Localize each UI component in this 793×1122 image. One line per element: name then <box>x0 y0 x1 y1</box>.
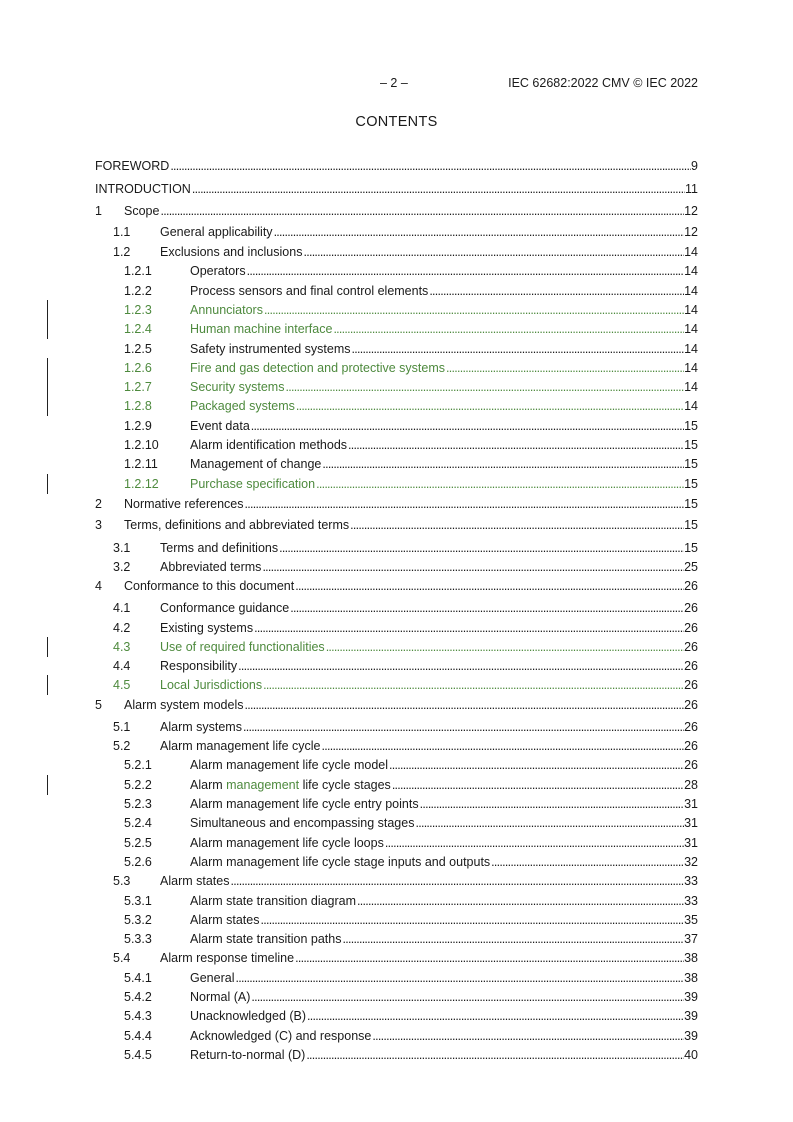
toc-entry-number: 4.3 <box>113 640 131 654</box>
toc-entry[interactable] <box>0 719 793 735</box>
toc-entry-number: 5.2.5 <box>124 836 152 850</box>
toc-entry-number: 4.5 <box>113 678 131 692</box>
toc-entry-number: 1.2.3 <box>124 303 152 317</box>
toc-entry-title: Alarm management life cycle <box>160 739 321 753</box>
toc-dot-leader <box>357 893 684 909</box>
toc-entry-number: 4 <box>95 579 102 593</box>
toc-entry-number: 3.2 <box>113 560 131 574</box>
toc-dot-leader <box>285 379 684 395</box>
toc-entry-title: General <box>190 971 235 985</box>
toc-entry[interactable] <box>0 815 793 831</box>
change-bar <box>47 474 48 494</box>
toc-entry[interactable] <box>0 181 793 197</box>
toc-dot-leader <box>243 719 684 735</box>
toc-entry-title: Event data <box>190 419 250 433</box>
toc-entry[interactable] <box>0 854 793 870</box>
toc-entry-title: Normal (A) <box>190 990 251 1004</box>
toc-dot-leader <box>321 738 684 754</box>
toc-entry-number: 1.2.7 <box>124 380 152 394</box>
toc-entry[interactable] <box>0 873 793 889</box>
toc-entry[interactable] <box>0 418 793 434</box>
toc-entry-title: Responsibility <box>160 659 238 673</box>
toc-entry[interactable] <box>0 360 793 376</box>
toc-entry[interactable] <box>0 1047 793 1063</box>
toc-entry[interactable] <box>0 677 793 693</box>
toc-entry[interactable] <box>0 263 793 279</box>
toc-dot-leader <box>303 244 684 260</box>
toc-dot-leader <box>322 456 684 472</box>
toc-dot-leader <box>274 224 685 240</box>
change-bar <box>47 396 48 416</box>
toc-dot-leader <box>446 360 684 376</box>
toc-entry-page: 14 <box>684 361 698 375</box>
toc-entry-number: 1.2.10 <box>124 438 159 452</box>
toc-entry-number: 5.4.2 <box>124 990 152 1004</box>
toc-entry-title: Purchase specification <box>190 477 316 491</box>
toc-dot-leader <box>415 815 684 831</box>
change-bar <box>47 358 48 378</box>
toc-entry-number: 1.1 <box>113 225 131 239</box>
toc-entry-title: Alarm management life cycle loops <box>190 836 384 850</box>
toc-entry-page: 15 <box>684 457 698 471</box>
toc-dot-leader <box>342 931 684 947</box>
toc-entry-page: 14 <box>684 264 698 278</box>
toc-entry-title: Alarm management life cycle model <box>190 758 388 772</box>
toc-entry-page: 40 <box>684 1048 698 1062</box>
toc-entry-title: General applicability <box>160 225 273 239</box>
toc-entry-title: Alarm systems <box>160 720 242 734</box>
toc-dot-leader <box>295 950 684 966</box>
toc-dot-leader <box>385 835 684 851</box>
toc-entry-number: 5.3 <box>113 874 131 888</box>
document-reference: IEC 62682:2022 CMV © IEC 2022 <box>508 76 698 90</box>
toc-entry-number: 4.1 <box>113 601 131 615</box>
toc-entry-page: 15 <box>684 541 698 555</box>
toc-entry[interactable] <box>0 456 793 472</box>
toc-entry-title: Return-to-normal (D) <box>190 1048 306 1062</box>
toc-dot-leader <box>290 600 684 616</box>
toc-entry[interactable] <box>0 893 793 909</box>
toc-entry[interactable] <box>0 244 793 260</box>
toc-dot-leader <box>262 559 684 575</box>
toc-entry-page: 25 <box>684 560 698 574</box>
toc-entry-title: Fire and gas detection and protective systems <box>190 361 445 375</box>
change-bar <box>47 319 48 339</box>
toc-entry-number: 5.2.6 <box>124 855 152 869</box>
toc-entry-page: 26 <box>684 758 698 772</box>
toc-entry-page: 15 <box>684 518 698 532</box>
toc-entry-title: Process sensors and final control elements <box>190 284 429 298</box>
toc-entry-title: Conformance to this document <box>124 579 295 593</box>
toc-entry-page: 12 <box>684 204 698 218</box>
toc-entry-title: Existing systems <box>160 621 254 635</box>
toc-dot-leader <box>348 437 684 453</box>
toc-entry-title: Management of change <box>190 457 322 471</box>
toc-entry-number: 5.4.1 <box>124 971 152 985</box>
toc-entry-title: Security systems <box>190 380 285 394</box>
toc-entry[interactable] <box>0 476 793 492</box>
toc-entry-title: Alarm management life cycle entry points <box>190 797 419 811</box>
toc-entry-title: Unacknowledged (B) <box>190 1009 307 1023</box>
toc-dot-leader <box>192 181 685 197</box>
toc-entry-page: 14 <box>684 322 698 336</box>
toc-dot-leader <box>279 540 684 556</box>
toc-dot-leader <box>491 854 684 870</box>
toc-entry[interactable] <box>0 989 793 1005</box>
toc-entry-page: 39 <box>684 1029 698 1043</box>
toc-entry[interactable] <box>0 658 793 674</box>
toc-entry-number: 5.3.3 <box>124 932 152 946</box>
toc-entry-number: 1.2 <box>113 245 131 259</box>
toc-entry-page: 14 <box>684 245 698 259</box>
toc-entry[interactable] <box>0 777 793 793</box>
toc-entry[interactable] <box>0 379 793 395</box>
toc-entry-number: 5.2.2 <box>124 778 152 792</box>
toc-entry-title: Alarm state transition diagram <box>190 894 357 908</box>
toc-entry-title: Alarm identification methods <box>190 438 348 452</box>
toc-entry-page: 39 <box>684 1009 698 1023</box>
change-bar <box>47 377 48 397</box>
toc-entry-title: Alarm system models <box>124 698 244 712</box>
toc-dot-leader <box>160 203 684 219</box>
toc-entry[interactable] <box>0 321 793 337</box>
toc-dot-leader <box>351 341 684 357</box>
toc-entry-page: 14 <box>684 303 698 317</box>
toc-entry-page: 39 <box>684 990 698 1004</box>
toc-entry-page: 33 <box>684 894 698 908</box>
toc-dot-leader <box>260 912 684 928</box>
toc-entry-title: Exclusions and inclusions <box>160 245 303 259</box>
toc-dot-leader <box>296 398 684 414</box>
toc-entry-page: 38 <box>684 951 698 965</box>
toc-entry[interactable] <box>0 1028 793 1044</box>
toc-entry[interactable] <box>0 517 793 533</box>
toc-entry-page: 38 <box>684 971 698 985</box>
toc-entry-number: 5.4.4 <box>124 1029 152 1043</box>
toc-entry-number: 5.2.3 <box>124 797 152 811</box>
toc-entry-number: 5.4.5 <box>124 1048 152 1062</box>
toc-entry-page: 15 <box>684 438 698 452</box>
toc-dot-leader <box>263 677 684 693</box>
toc-entry-page: 15 <box>684 497 698 511</box>
toc-entry-title: Terms, definitions and abbreviated terms <box>124 518 350 532</box>
toc-entry-number: 1.2.9 <box>124 419 152 433</box>
toc-entry-title: Local Jurisdictions <box>160 678 263 692</box>
toc-entry-title: Alarm management life cycle stage inputs and outputs <box>190 855 491 869</box>
toc-entry-page: 26 <box>684 720 698 734</box>
toc-entry-number: 5.3.1 <box>124 894 152 908</box>
toc-entry-title: Safety instrumented systems <box>190 342 351 356</box>
toc-entry-page: 15 <box>684 477 698 491</box>
toc-entry[interactable] <box>0 970 793 986</box>
toc-entry[interactable] <box>0 738 793 754</box>
toc-entry-number: 1.2.12 <box>124 477 159 491</box>
toc-entry-number: 1.2.4 <box>124 322 152 336</box>
toc-dot-leader <box>372 1028 684 1044</box>
toc-entry[interactable] <box>0 757 793 773</box>
toc-entry-title: Alarm response timeline <box>160 951 295 965</box>
toc-dot-leader <box>316 476 684 492</box>
toc-entry[interactable] <box>0 203 793 219</box>
toc-entry-page: 28 <box>684 778 698 792</box>
toc-dot-leader <box>235 970 684 986</box>
toc-entry[interactable] <box>0 697 793 713</box>
toc-entry[interactable] <box>0 496 793 512</box>
change-bar <box>47 775 48 795</box>
toc-entry-title: INTRODUCTION <box>95 182 191 196</box>
toc-entry-title: Human machine interface <box>190 322 333 336</box>
toc-entry-number: 1.2.1 <box>124 264 152 278</box>
toc-entry-page: 11 <box>685 182 698 196</box>
toc-entry[interactable] <box>0 302 793 318</box>
toc-dot-leader <box>295 578 684 594</box>
toc-entry-number: 5.1 <box>113 720 131 734</box>
toc-entry[interactable] <box>0 158 793 174</box>
toc-entry[interactable] <box>0 283 793 299</box>
toc-dot-leader <box>429 283 684 299</box>
toc-entry[interactable] <box>0 639 793 655</box>
toc-entry-title: Terms and definitions <box>160 541 279 555</box>
toc-dot-leader <box>251 418 684 434</box>
toc-entry-page: 37 <box>684 932 698 946</box>
toc-dot-leader <box>392 777 684 793</box>
toc-entry-number: 4.4 <box>113 659 131 673</box>
toc-entry-title: Acknowledged (C) and response <box>190 1029 372 1043</box>
toc-entry[interactable] <box>0 398 793 414</box>
toc-entry[interactable] <box>0 796 793 812</box>
toc-entry-page: 31 <box>684 816 698 830</box>
toc-entry-number: 1.2.8 <box>124 399 152 413</box>
toc-entry-page: 12 <box>684 225 698 239</box>
toc-entry-page: 31 <box>684 797 698 811</box>
toc-entry[interactable] <box>0 600 793 616</box>
toc-entry-number: 5.2 <box>113 739 131 753</box>
toc-entry-page: 26 <box>684 621 698 635</box>
toc-entry[interactable] <box>0 437 793 453</box>
toc-entry-page: 14 <box>684 399 698 413</box>
toc-dot-leader <box>350 517 684 533</box>
toc-dot-leader <box>238 658 684 674</box>
toc-entry-title: Conformance guidance <box>160 601 290 615</box>
toc-entry-title: Alarm states <box>190 913 260 927</box>
toc-entry-page: 26 <box>684 579 698 593</box>
toc-entry-title: Normative references <box>124 497 244 511</box>
toc-dot-leader <box>307 1008 684 1024</box>
change-bar <box>47 637 48 657</box>
toc-entry[interactable] <box>0 950 793 966</box>
toc-entry-page: 15 <box>684 419 698 433</box>
toc-entry-number: 1.2.11 <box>124 457 158 471</box>
toc-entry[interactable] <box>0 578 793 594</box>
toc-entry-number: 1.2.5 <box>124 342 152 356</box>
toc-dot-leader <box>389 757 684 773</box>
toc-entry-number: 5.4.3 <box>124 1009 152 1023</box>
change-bar <box>47 675 48 695</box>
toc-entry-number: 3 <box>95 518 102 532</box>
toc-entry-page: 26 <box>684 698 698 712</box>
change-bar <box>47 300 48 320</box>
toc-entry-title: Scope <box>124 204 160 218</box>
toc-entry-title: Annunciators <box>190 303 263 317</box>
toc-entry-title: Packaged systems <box>190 399 295 413</box>
toc-entry-number: 5.4 <box>113 951 131 965</box>
toc-entry-number: 4.2 <box>113 621 131 635</box>
toc-dot-leader <box>230 873 684 889</box>
toc-entry-page: 14 <box>684 342 698 356</box>
toc-entry-page: 14 <box>684 284 698 298</box>
contents-title: CONTENTS <box>355 114 438 130</box>
toc-entry[interactable] <box>0 931 793 947</box>
toc-entry-number: 5.3.2 <box>124 913 152 927</box>
toc-entry-title: Abbreviated terms <box>160 560 262 574</box>
toc-entry-number: 1 <box>95 204 102 218</box>
toc-entry-title: Alarm state transition paths <box>190 932 342 946</box>
toc-entry[interactable] <box>0 540 793 556</box>
toc-entry[interactable] <box>0 620 793 636</box>
toc-entry-page: 26 <box>684 601 698 615</box>
toc-entry[interactable] <box>0 835 793 851</box>
toc-dot-leader <box>264 302 684 318</box>
toc-dot-leader <box>420 796 685 812</box>
toc-entry-page: 9 <box>691 159 698 173</box>
toc-entry-number: 1.2.2 <box>124 284 152 298</box>
toc-entry-number: 5 <box>95 698 102 712</box>
toc-dot-leader <box>245 496 685 512</box>
toc-dot-leader <box>333 321 684 337</box>
toc-entry[interactable] <box>0 559 793 575</box>
toc-dot-leader <box>326 639 684 655</box>
toc-entry-title: Use of required functionalities <box>160 640 325 654</box>
toc-entry-title: Simultaneous and encompassing stages <box>190 816 415 830</box>
toc-entry-page: 26 <box>684 678 698 692</box>
toc-entry-title: Alarm states <box>160 874 230 888</box>
toc-entry-page: 26 <box>684 659 698 673</box>
toc-entry-page: 32 <box>684 855 698 869</box>
toc-entry[interactable] <box>0 224 793 240</box>
toc-entry-title: FOREWORD <box>95 159 170 173</box>
toc-entry-number: 5.2.4 <box>124 816 152 830</box>
toc-entry-title: Alarm management life cycle stages <box>190 778 391 792</box>
toc-dot-leader <box>251 989 684 1005</box>
toc-entry-number: 5.2.1 <box>124 758 152 772</box>
toc-entry[interactable] <box>0 1008 793 1024</box>
toc-entry-page: 26 <box>684 640 698 654</box>
toc-entry-number: 1.2.6 <box>124 361 152 375</box>
toc-entry[interactable] <box>0 341 793 357</box>
toc-entry-page: 14 <box>684 380 698 394</box>
toc-entry-page: 26 <box>684 739 698 753</box>
toc-dot-leader <box>306 1047 684 1063</box>
toc-entry-title: Operators <box>190 264 246 278</box>
page-number: – 2 – <box>380 76 408 90</box>
toc-entry-number: 3.1 <box>113 541 131 555</box>
toc-entry-page: 35 <box>684 913 698 927</box>
toc-dot-leader <box>244 697 684 713</box>
toc-entry-number: 2 <box>95 497 102 511</box>
toc-dot-leader <box>170 158 691 174</box>
toc-dot-leader <box>247 263 685 279</box>
toc-entry[interactable] <box>0 912 793 928</box>
toc-dot-leader <box>254 620 684 636</box>
toc-entry-page: 31 <box>684 836 698 850</box>
toc-entry-page: 33 <box>684 874 698 888</box>
